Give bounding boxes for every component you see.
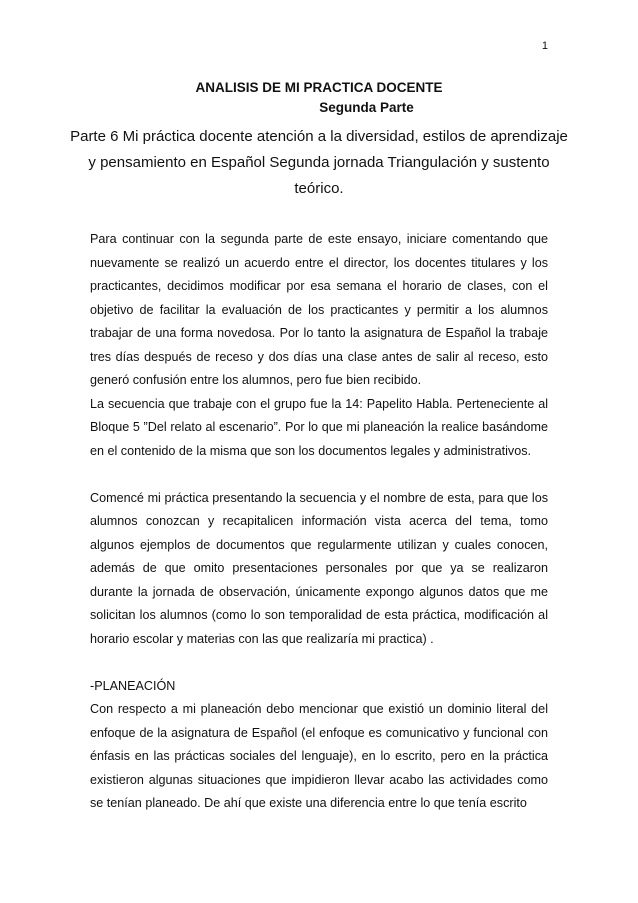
document-title: ANALISIS DE MI PRACTICA DOCENTE: [195, 80, 443, 95]
paragraph-planeacion: Con respecto a mi planeación debo mencionar que existió un dominio literal del enfoque de la asignatura de Español (el enfoque es comunicativo y funcional con énfasis en las prácticas sociales del lenguaje), en lo escrito, pero en la práctica existieron algunas situaciones que impidieron llevar acabo las actividades como se tenían planeado. De ahí que existe una diferencia entre lo que tenía escrito: [90, 702, 548, 810]
document-body: [90, 228, 548, 816]
paragraph-intro: Para continuar con la segunda parte de este ensayo, iniciare comentando que nuevamente se realizó un acuerdo entre el director, los docentes titulares y los practicantes, decidimos modificar por esa semana el horario de clases, con el objetivo de facilitar la evaluación de los practicantes y permitir a los alumnos trabajar de una forma novedosa. Por lo tanto la asignatura de Español la trabaje tres días después de receso y dos días una clase antes de salir al receso, esto generó confusión entre los alumnos, pero fue bien recibido.: [90, 232, 548, 387]
section-label-planeacion: -PLANEACIÓN: [90, 678, 176, 693]
page-number: 1: [541, 40, 548, 52]
paragraph-gap: [90, 651, 548, 675]
paragraph-gap: [90, 463, 548, 487]
paragraph-sequence: La secuencia que trabaje con el grupo fue la 14: Papelito Habla. Perteneciente al Bloque 5 ”Del relato al escenario”. Por lo que mi planeación la realice basándome en el contenido de la misma que son los documentos legales y administrativos.: [90, 396, 548, 458]
document-subtitle: Segunda Parte: [319, 100, 414, 115]
paragraph-start: Comencé mi práctica presentando la secuencia y el nombre de esta, para que los alumnos conozcan y recapitalicen información vista acerca del tema, tomo algunos ejemplos de documentos que regularmente utilizan y cuales conocen, además de que omito presentaciones personales por que ya se realizaron durante la jornada de observación, únicamente expongo algunos datos que me solicitan los alumnos (como lo son temporalidad de esta práctica, modificación al horario escolar y materias con las que realizaría mi practica) .: [90, 490, 548, 646]
document-header: [70, 78, 568, 202]
section-heading: Parte 6 Mi práctica docente atención a la diversidad, estilos de aprendizaje y pensamiento en Español Segunda jornada Triangulación y sustento teórico.: [70, 128, 568, 197]
